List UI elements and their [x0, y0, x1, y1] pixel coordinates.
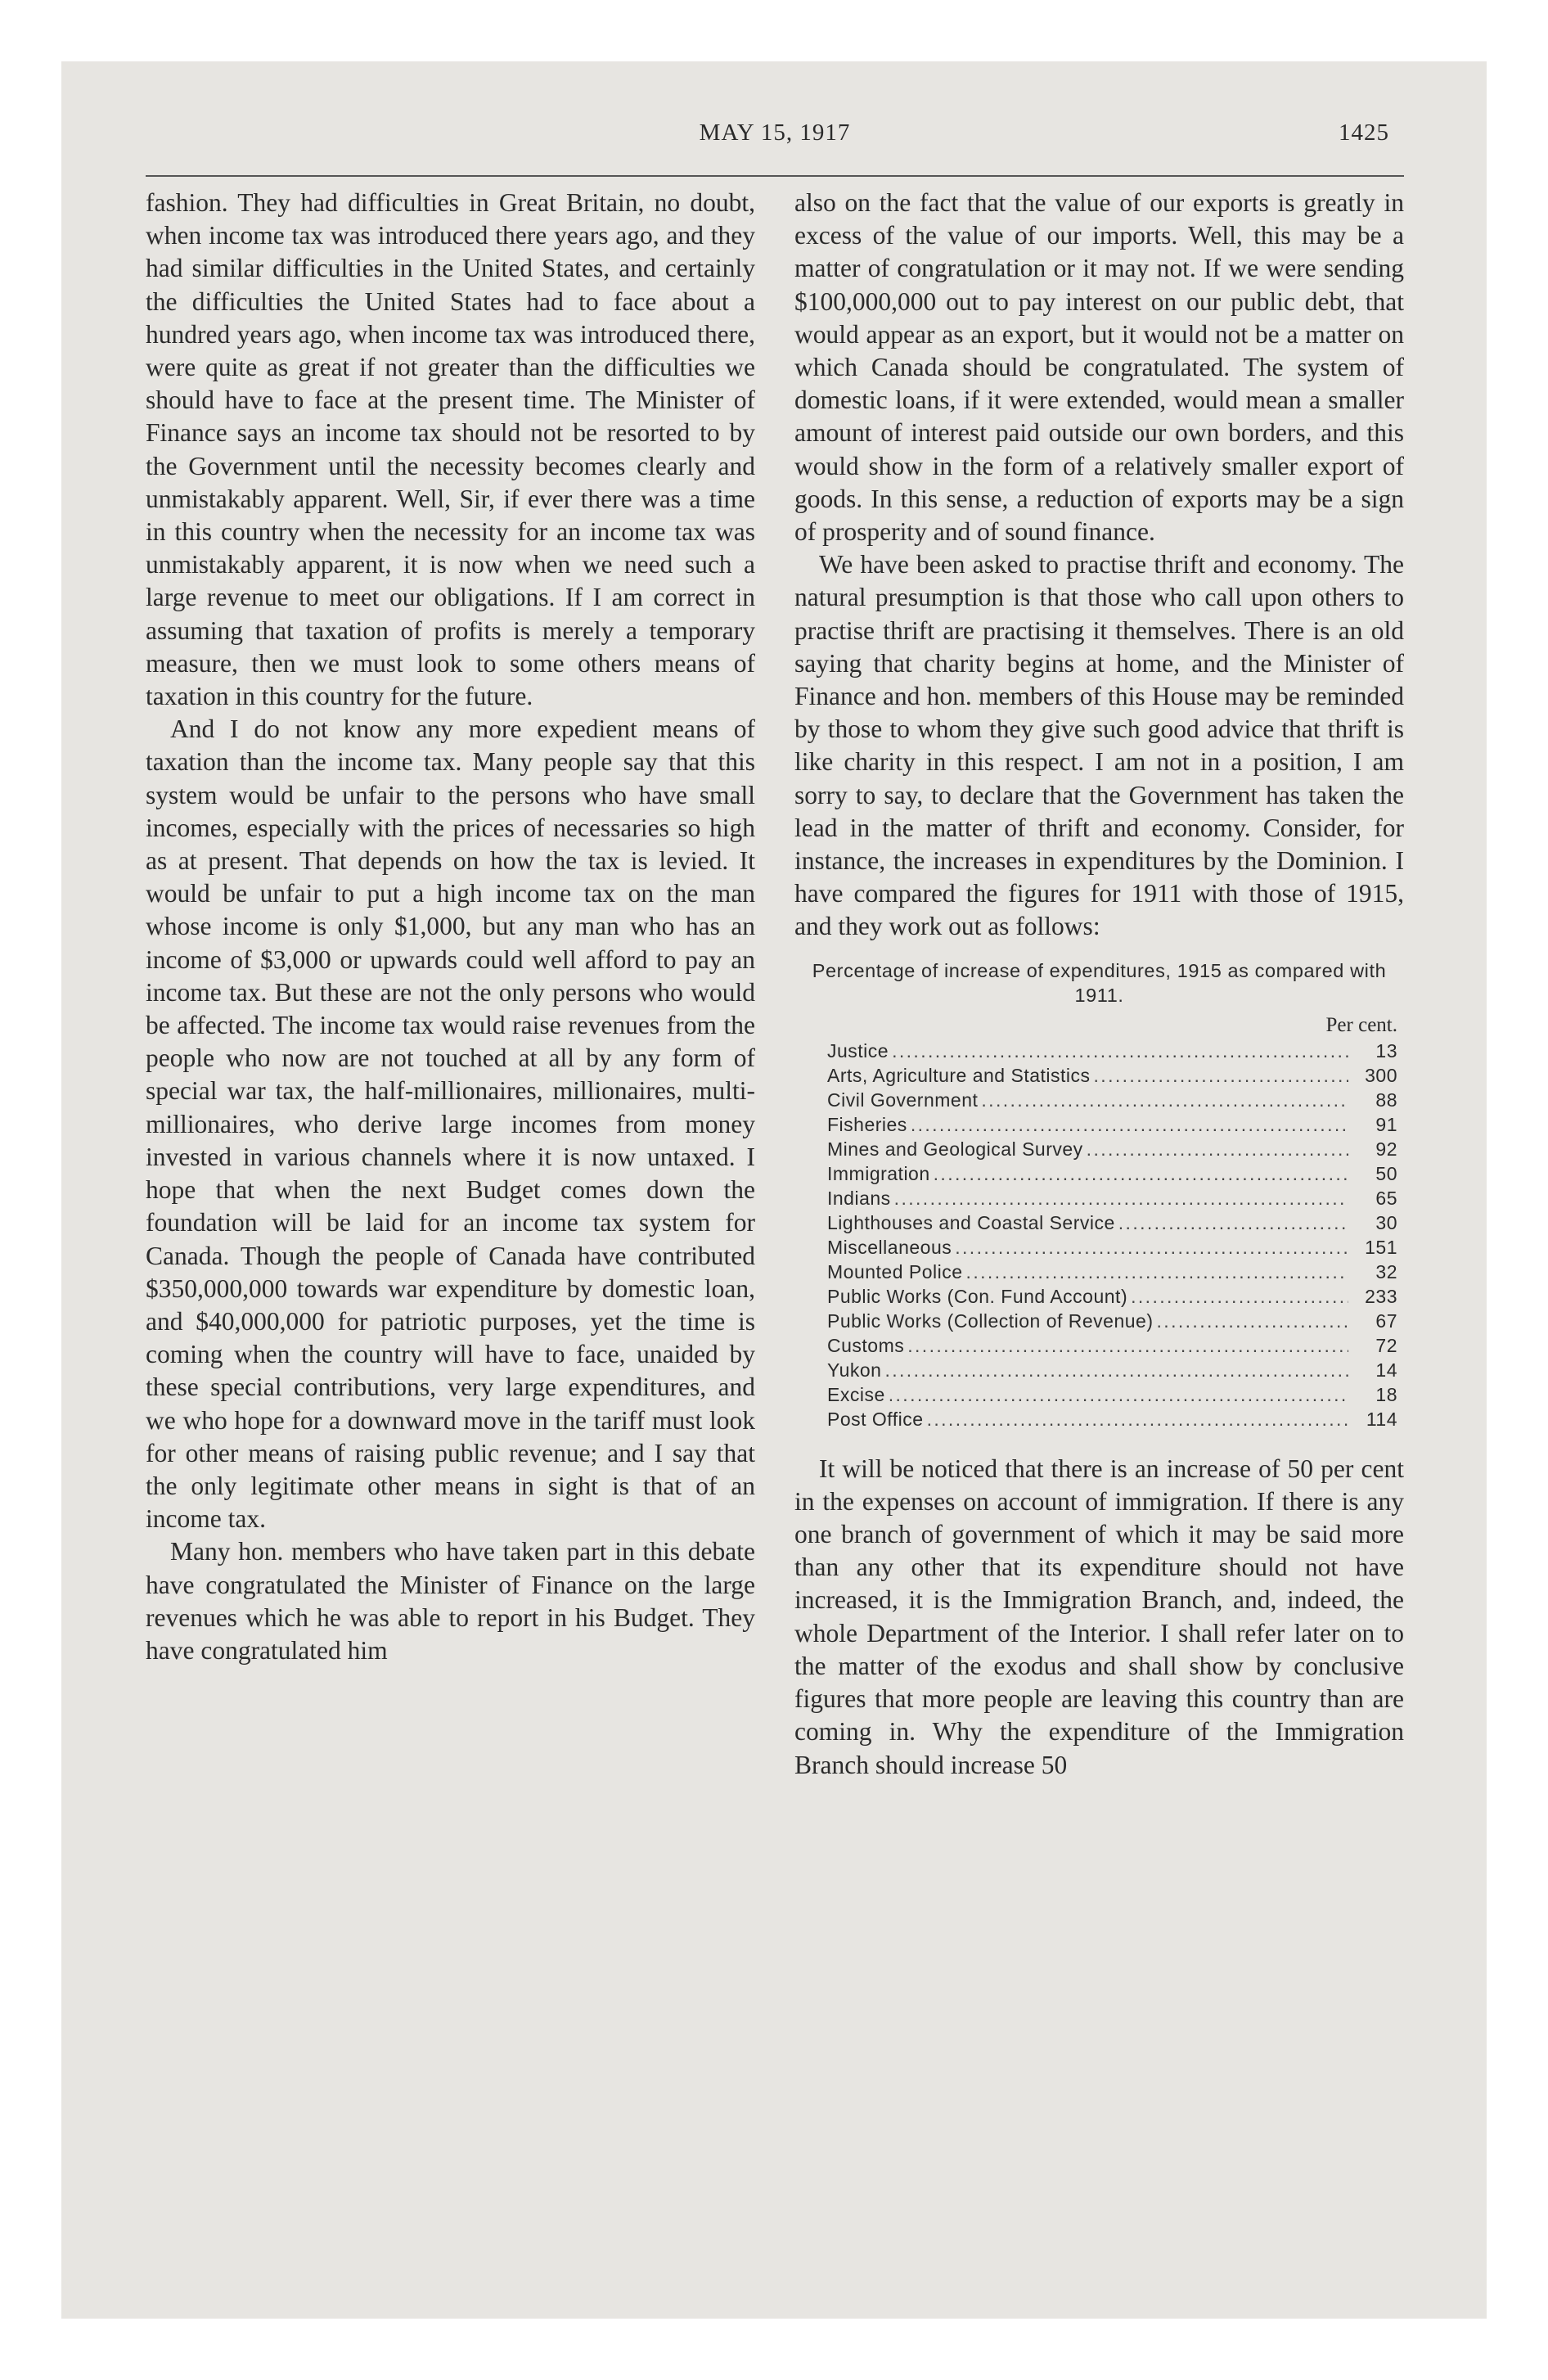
row-value: 32: [1375, 1260, 1397, 1282]
table-row: [827, 1407, 1397, 1431]
leader-dots: [894, 1186, 1348, 1210]
table-unit-header: Per cent.: [1325, 1013, 1397, 1036]
paragraph: Many hon. members who have taken part in this debate have congratulated the Minister of Finance on the large revenues which he was able to report in his Budget. They have congratulated him: [146, 1537, 755, 1665]
header-rule: [146, 175, 1404, 177]
row-label: Civil Government: [827, 1089, 979, 1111]
row-label: Arts, Agriculture and Statistics: [827, 1064, 1091, 1086]
paragraph: fashion. They had difficulties in Great Britain, no doubt, when income tax was introduced there years ago, and they had similar difficulties in the United States, and certainly the difficulties the United States had to face about a hundred years ago, when income tax was introduced there, were quite as great if not greater than the difficulties we should have to face at the present time. The Minister of Finance says an income tax should not be resorted to by the Government until the necessity becomes clearly and unmistakably apparent. Well, Sir, if ever there was a time in this country when the necessity for an income tax was unmistakably apparent, it is now when we need such a large revenue to meet our obligations. If I am correct in assuming that taxation of profits is merely a temporary measure, then we must look to some others means of taxation in this country for the future.: [146, 188, 755, 711]
table-row: [827, 1333, 1397, 1358]
leader-dots: [955, 1235, 1348, 1260]
row-value: 30: [1375, 1211, 1397, 1233]
leader-dots: [889, 1382, 1348, 1407]
row-label: Public Works (Con. Fund Account): [827, 1285, 1128, 1307]
table-row: [827, 1186, 1397, 1210]
row-value: 13: [1375, 1039, 1397, 1062]
left-column: [146, 187, 755, 1782]
leader-dots: [1131, 1284, 1348, 1309]
page-date: MAY 15, 1917: [699, 119, 851, 146]
leader-dots: [1118, 1210, 1348, 1235]
table-row: [827, 1210, 1397, 1235]
leader-dots: [981, 1088, 1348, 1112]
row-label: Mines and Geological Survey: [827, 1138, 1083, 1160]
row-value: 72: [1375, 1334, 1397, 1356]
row-value: 233: [1365, 1285, 1397, 1307]
table-row: [827, 1284, 1397, 1309]
leader-dots: [892, 1039, 1348, 1063]
paragraph: And I do not know any more expedient means of taxation than the income tax. Many people say that this system would be unfair to the persons who have small incomes, especially with the prices of necessaries so high as at present. That depends on how the tax is levied. It would be unfair to put a high income tax on the man whose income is only $1,000, but any man who has an income of $3,000 or upwards could well afford to pay an income tax. But these are not the only persons who would be affected. The income tax would raise revenues from the people who now are not touched at all by any form of special war tax, the half-millionaires, millionaires, multi-millionaires, who derive large incomes from money invested in various channels where it is now untaxed. I hope that when the next Budget comes down the foundation will be laid for an income tax system for Canada. Though the people of Canada have contributed $350,000,000 towards war expenditure by domestic loan, and $40,000,000 for patriotic purposes, yet the time is coming when the country will have to face, unaided by these special contributions, very large expenditures, and we who hope for a downward move in the tariff must look for other means of raising public revenue; and I say that the only legitimate other means in sight is that of an income tax.: [146, 714, 755, 1534]
row-label: Justice: [827, 1039, 889, 1062]
table-row: [827, 1063, 1397, 1088]
leader-dots: [907, 1333, 1348, 1358]
row-label: Indians: [827, 1187, 891, 1209]
row-value: 300: [1365, 1064, 1397, 1086]
table-row: [827, 1235, 1397, 1260]
row-label: Excise: [827, 1383, 885, 1405]
row-value: 114: [1366, 1408, 1397, 1430]
table-row: [827, 1112, 1397, 1137]
row-value: 14: [1375, 1359, 1397, 1381]
table-row: [827, 1137, 1397, 1161]
row-value: 67: [1375, 1309, 1397, 1332]
leader-dots: [1157, 1309, 1348, 1333]
row-label: Immigration: [827, 1162, 930, 1184]
table-row: [827, 1088, 1397, 1112]
table-row: [827, 1039, 1397, 1063]
leader-dots: [911, 1112, 1348, 1137]
page-header: [146, 115, 1404, 172]
row-value: 18: [1375, 1383, 1397, 1405]
leader-dots: [1094, 1063, 1348, 1088]
table-title: Percentage of increase of expenditures, 1915 as compared with 1911.: [812, 959, 1387, 1006]
leader-dots: [934, 1161, 1348, 1186]
row-value: 91: [1375, 1113, 1397, 1135]
leader-dots: [1087, 1137, 1348, 1161]
page-number: 1425: [1339, 119, 1389, 146]
row-label: Fisheries: [827, 1113, 907, 1135]
row-label: Post Office: [827, 1408, 924, 1430]
leader-dots: [966, 1260, 1348, 1284]
leader-dots: [927, 1407, 1348, 1431]
row-label: Public Works (Collection of Revenue): [827, 1309, 1154, 1332]
row-value: 92: [1375, 1138, 1397, 1160]
paragraph: also on the fact that the value of our exports is greatly in excess of the value of our imports. Well, this may be a matter of congratulation or it may not. If we were sending $100,000,000 out to pay interest on our public debt, that would appear as an export, but it would not be a matter on which Canada should be congratulated. The system of domestic loans, if it were extended, would mean a smaller amount of interest paid outside our own borders, and this would show in the form of a relatively smaller export of goods. In this sense, a reduction of exports may be a sign of prosperity and of sound finance.: [794, 188, 1404, 547]
row-label: Customs: [827, 1334, 905, 1356]
row-label: Yukon: [827, 1359, 882, 1381]
table-row: [827, 1161, 1397, 1186]
row-label: Miscellaneous: [827, 1236, 952, 1258]
row-value: 88: [1375, 1089, 1397, 1111]
row-value: 50: [1375, 1162, 1397, 1184]
paragraph: It will be noticed that there is an increase of 50 per cent in the expenses on account of immigration. If there is any one branch of government of which it may be said more than any other that its expenditure should not have increased, it is the Immigration Branch, and, indeed, the whole Department of the Interior. I shall refer later on to the matter of the exodus and shall show by conclusive figures that more people are leaving this country than are coming in. Why the expenditure of the Immigration Branch should increase 50: [794, 1454, 1404, 1779]
row-label: Lighthouses and Coastal Service: [827, 1211, 1115, 1233]
table-row: [827, 1382, 1397, 1407]
row-value: 65: [1375, 1187, 1397, 1209]
table-row: [827, 1309, 1397, 1333]
table-row: [827, 1358, 1397, 1382]
paragraph: We have been asked to practise thrift and economy. The natural presumption is that those who call upon others to practise thrift are practising it themselves. There is an old saying that charity begins at home, and the Minister of Finance and hon. members of this House may be reminded by those to whom they give such good advice that thrift is like charity in this respect. I am not in a position, I am sorry to say, to declare that the Government has taken the lead in the matter of thrift and economy. Consider, for instance, the increases in expenditures by the Dominion. I have compared the figures for 1911 with those of 1915, and they work out as follows:: [794, 550, 1404, 941]
expenditure-table: [827, 1039, 1397, 1431]
right-column: [794, 187, 1404, 1782]
table-row: [827, 1260, 1397, 1284]
leader-dots: [884, 1358, 1348, 1382]
row-label: Mounted Police: [827, 1260, 963, 1282]
text-columns: [146, 187, 1404, 1782]
document-page: [146, 115, 1404, 2308]
row-value: 151: [1365, 1236, 1397, 1258]
